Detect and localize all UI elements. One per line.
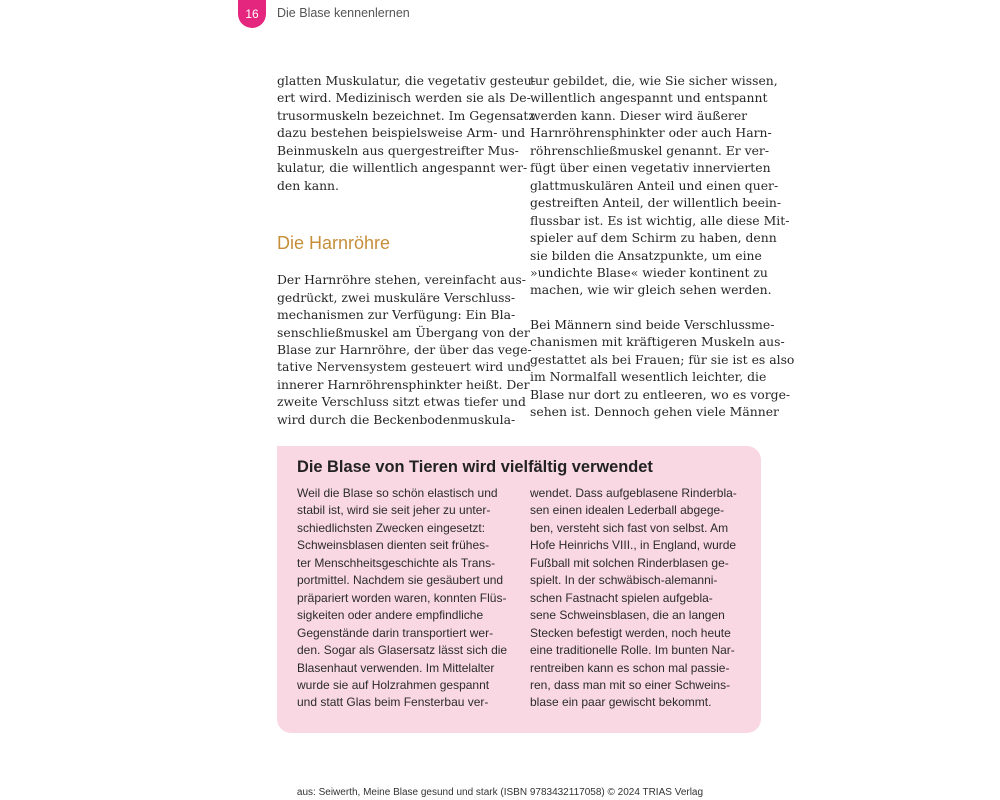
text-line: Blase nur dort zu entleeren, wo es vorge-	[530, 386, 791, 402]
text-line: den. Sogar als Glasersatz lässt sich die	[297, 643, 508, 658]
text-line: Stecken befestigt werden, noch heute	[530, 625, 731, 640]
text-line: portmittel. Nachdem sie gesäubert und	[297, 573, 504, 588]
text-line: glattmuskulären Anteil und einen quer-	[530, 177, 779, 193]
text-line: senschließmuskel am Übergang von der	[277, 324, 530, 340]
info-box-paragraph	[530, 485, 750, 712]
text-line: Beinmuskeln aus quergestreifter Mus-	[277, 142, 519, 158]
text-line: willentlich angespannt und entspannt	[530, 90, 768, 106]
text-line: sigkeiten oder andere empfindliche	[297, 608, 484, 623]
text-line: eine traditionelle Rolle. Im bunten Nar-	[530, 643, 735, 658]
text-line: stabil ist, wird sie seit jeher zu unter-	[297, 503, 491, 518]
info-box-paragraph	[297, 485, 517, 712]
text-line: den kann.	[277, 177, 339, 193]
text-line: sen einen idealen Lederball abgege-	[530, 503, 725, 518]
info-box-title: Die Blase von Tieren wird vielfältig verwendet	[297, 458, 653, 476]
body-paragraph	[277, 72, 536, 194]
running-head: Die Blase kennenlernen	[277, 6, 410, 20]
text-line: sehen ist. Dennoch gehen viele Männer	[530, 404, 779, 420]
text-line: Harnröhrensphinkter oder auch Harn-	[530, 125, 772, 141]
text-line: spieler auf dem Schirm zu haben, denn	[530, 230, 777, 246]
text-line: sene Schweinsblasen, die an langen	[530, 608, 725, 623]
text-line: trusormuskeln bezeichnet. Im Gegensatz	[277, 107, 535, 123]
text-line: Gegenstände darin transportiert wer-	[297, 625, 494, 640]
text-line: Blase zur Harnröhre, der über das vege-	[277, 341, 532, 357]
text-line: schen Fastnacht spielen aufgebla-	[530, 590, 713, 605]
body-paragraph	[530, 316, 795, 421]
text-line: glatten Muskulatur, die vegetativ gesteu-	[277, 73, 536, 88]
text-line: Bei Männern sind beide Verschlussme-	[530, 316, 775, 332]
text-line: gedrückt, zwei muskuläre Verschluss-	[277, 289, 516, 305]
text-line: dazu bestehen beispielsweise Arm- und	[277, 125, 526, 141]
info-box-left-column	[297, 485, 517, 712]
text-line: wird durch die Beckenbodenmuskula-	[277, 411, 516, 427]
text-line: röhrenschließmuskel genannt. Er ver-	[530, 142, 770, 158]
text-line: schiedlichsten Zwecken eingesetzt:	[297, 520, 486, 535]
text-line: mechanismen zur Verfügung: Ein Bla-	[277, 307, 516, 323]
text-line: ben, versteht sich fast von selbst. Am	[530, 520, 729, 535]
text-line: sie bilden die Ansatzpunkte, um eine	[530, 247, 762, 263]
text-line: blase ein paar gewischt bekommt.	[530, 695, 712, 710]
text-line: und statt Glas beim Fensterbau ver-	[297, 695, 489, 710]
body-paragraph	[530, 72, 790, 299]
body-paragraph	[277, 271, 532, 428]
text-line: ert wird. Medizinisch werden sie als De-	[277, 90, 531, 106]
text-line: im Normalfall wesentlich leichter, die	[530, 369, 767, 385]
info-box-right-column	[530, 485, 750, 712]
text-line: tative Nervensystem gesteuert wird und	[277, 359, 532, 375]
text-line: gestreiften Anteil, der willentlich beein-	[530, 195, 782, 211]
text-line: Weil die Blase so schön elastisch und	[297, 486, 498, 500]
text-line: spielt. In der schwäbisch-alemanni-	[530, 573, 718, 588]
page-number-badge	[238, 0, 266, 28]
text-line: Der Harnröhre stehen, vereinfacht aus-	[277, 272, 526, 288]
text-line: kulatur, die willentlich angespannt wer-	[277, 160, 528, 176]
text-line: wurde sie auf Holzrahmen gespannt	[297, 677, 490, 692]
info-box	[277, 446, 761, 733]
text-line: zweite Verschluss sitzt etwas tiefer und	[277, 394, 526, 410]
right-text-column	[530, 72, 795, 421]
section-heading: Die Harnröhre	[277, 233, 391, 254]
text-line: wendet. Dass aufgeblasene Rinderbla-	[530, 486, 737, 500]
text-line: Blasenhaut verwenden. Im Mittelalter	[297, 660, 495, 675]
text-line: machen, wie wir gleich sehen werden.	[530, 282, 772, 298]
text-line: werden kann. Dieser wird äußerer	[530, 107, 748, 123]
source-footer: aus: Seiwerth, Meine Blase gesund und stark (ISBN 9783432117058) © 2024 TRIAS Verlag	[296, 787, 704, 798]
text-line: Fußball mit solchen Rinderblasen ge-	[530, 555, 729, 570]
text-line: chanismen mit kräftigeren Muskeln aus-	[530, 334, 785, 350]
text-line: gestattet als bei Frauen; für sie ist es also	[530, 351, 795, 367]
text-line: tur gebildet, die, wie Sie sicher wissen,	[530, 73, 778, 88]
text-line: fügt über einen vegetativ innervierten	[530, 160, 771, 176]
text-line: ter Menschheitsgeschichte als Trans-	[297, 555, 496, 570]
left-text-column	[277, 72, 536, 428]
text-line: innerer Harnröhrensphinkter heißt. Der	[277, 376, 530, 392]
text-line: ren, dass man mit so einer Schweins-	[530, 677, 731, 692]
text-line: Hofe Heinrichs VIII., in England, wurde	[530, 538, 737, 553]
text-line: flussbar ist. Es ist wichtig, alle diese Mit-	[530, 212, 790, 228]
page-number: 16	[245, 7, 259, 21]
text-line: Schweinsblasen dienten seit frühes-	[297, 538, 490, 553]
text-line: »undichte Blase« wieder kontinent zu	[530, 264, 768, 280]
text-line: rentreiben kann es schon mal passie-	[530, 660, 730, 675]
text-line: präpariert worden waren, konnten Flüs-	[297, 590, 507, 605]
